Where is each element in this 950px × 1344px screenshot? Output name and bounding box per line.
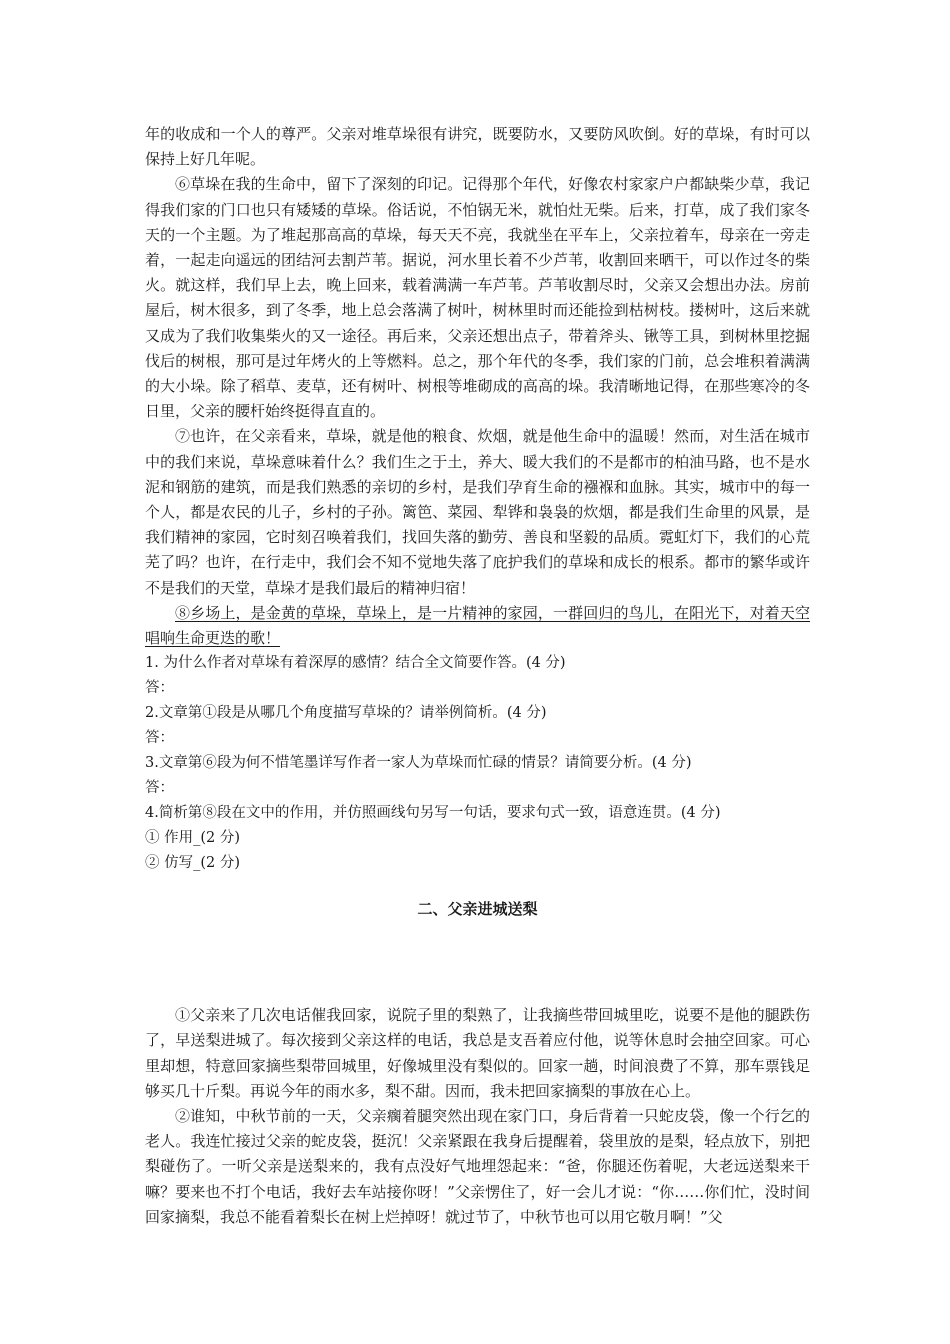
question-4-part-a: ① 作用_(2 分) bbox=[145, 830, 241, 847]
question-3: 3.文章第⑥段为何不惜笔墨详写作者一家人为草垛而忙碌的情景？请简要分析。(4 分) bbox=[145, 755, 692, 772]
question-1: 1. 为什么作者对草垛有着深厚的感情？结合全文简要作答。(4 分) bbox=[145, 655, 566, 672]
answer-label-1: 答： bbox=[145, 680, 174, 697]
answer-label-3: 答： bbox=[145, 780, 174, 797]
article-paragraph-continued: 年的收成和一个人的尊严。父亲对堆草垛很有讲究，既要防水，又要防风吹倒。好的草垛，有时可以保持上好几年呢。 bbox=[145, 125, 810, 169]
document-page bbox=[145, 122, 810, 1230]
section-title: 二、父亲进城送梨 bbox=[417, 900, 538, 919]
article-paragraph-8-underlined: ⑧乡场上，是金黄的草垛，草垛上，是一片精神的家园，一群回归的鸟儿，在阳光下，对着天空唱响生命更迭的歌！ bbox=[145, 603, 810, 648]
article-paragraph-7: ⑦也许，在父亲看来，草垛，就是他的粮食、炊烟，就是他生命中的温暖！然而，对生活在城市中的我们来说，草垛意味着什么？我们生之于土，养大、暖大我们的不是都市的柏油马路，也不是水泥和钢筋的建筑，而是我们熟悉的亲切的乡村，是我们孕育生命的襁褓和血脉。其实，城市中的每一个人，都是农民的儿子，乡村的子孙。篱笆、菜园、犁铧和袅袅的炊烟，都是我们生命里的风景，是我们精神的家园，它时刻召唤着我们，找回失落的勤劳、善良和坚毅的品质。霓虹灯下，我们的心荒芜了吗？也许，在行走中，我们会不知不觉地失落了庇护我们的草垛和成长的根系。都市的繁华或许不是我们的天堂，草垛才是我们最后的精神归宿！ bbox=[145, 427, 810, 597]
section-spacer bbox=[145, 922, 810, 1003]
questions-block bbox=[145, 651, 810, 876]
section2-paragraph-1: ①父亲来了几次电话催我回家，说院子里的梨熟了，让我摘些带回城里吃，说要不是他的腿跌伤了，早送梨进城了。每次接到父亲这样的电话，我总是支吾着应付他，说等休息时会抽空回家。可心里却想，特意回家摘些梨带回城里，好像城里没有梨似的。回家一趟，时间浪费了不算，那车票钱足够买几十斤梨。再说今年的雨水多，梨不甜。因而，我未把回家摘梨的事放在心上。 bbox=[145, 1006, 810, 1100]
question-4: 4.简析第⑧段在文中的作用，并仿照画线句另写一句话，要求句式一致，语意连贯。(4 分) bbox=[145, 805, 721, 822]
question-2: 2.文章第①段是从哪几个角度描写草垛的？请举例简析。(4 分) bbox=[145, 705, 547, 722]
section2-paragraph-2: ②谁知，中秋节前的一天，父亲瘸着腿突然出现在家门口，身后背着一只蛇皮袋，像一个行乞的老人。我连忙接过父亲的蛇皮袋，挺沉！父亲紧跟在我身后提醒着，袋里放的是梨，轻点放下，别把梨碰伤了。一听父亲是送梨来的，我有点没好气地埋怨起来：“爸，你腿还伤着呢，大老远送梨来干嘛？要来也不打个电话，我好去车站接你呀！”父亲愣住了，好一会儿才说：“你……你们忙，没时间回家摘梨，我总不能看着梨长在树上烂掉呀！就过节了，中秋节也可以用它敬月啊！”父 bbox=[145, 1107, 810, 1226]
article-paragraph-6: ⑥草垛在我的生命中，留下了深刻的印记。记得那个年代，好像农村家家户户都缺柴少草，我记得我们家的门口也只有矮矮的草垛。俗话说，不怕锅无米，就怕灶无柴。后来，打草，成了我们家冬天的一个主题。为了堆起那高高的草垛，每天天不亮，我就坐在平车上，父亲拉着车，母亲在一旁走着，一起走向遥远的团结河去割芦苇。据说，河水里长着不少芦苇，收割回来晒干，可以作过冬的柴火。就这样，我们早上去，晚上回来，载着满满一车芦苇。芦苇收割尽时，父亲又会想出办法。房前屋后，树木很多，到了冬季，地上总会落满了树叶，树林里时而还能捡到枯树枝。搂树叶，这后来就又成为了我们收集柴火的又一途径。再后来，父亲还想出点子，带着斧头、锹等工具，到树林里挖掘伐后的树根，那可是过年烤火的上等燃料。总之，那个年代的冬季，我们家的门前，总会堆积着满满的大小垛。除了稻草、麦草，还有树叶、树根等堆砌成的高高的垛。我清晰地记得，在那些寒冷的冬日里，父亲的腰杆始终挺得直直的。 bbox=[145, 175, 810, 421]
question-4-part-b: ② 仿写_(2 分) bbox=[145, 855, 241, 872]
answer-label-2: 答： bbox=[145, 730, 174, 747]
